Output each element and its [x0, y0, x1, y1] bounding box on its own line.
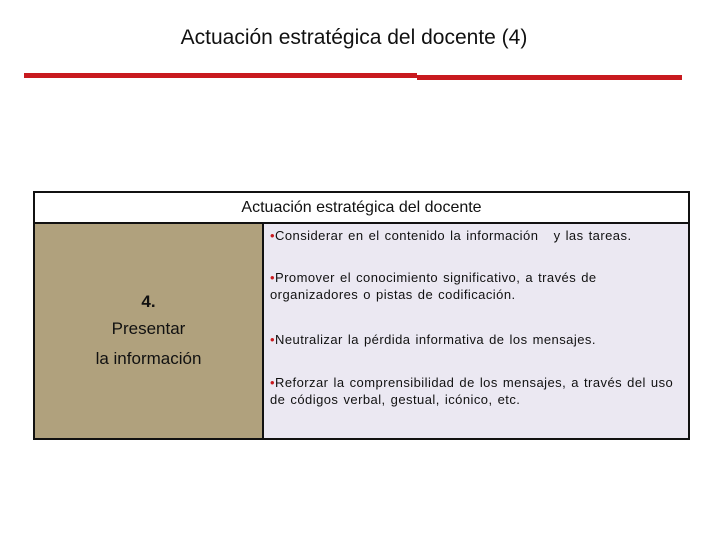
- list-item-text: Reforzar la comprensibilidad de los mensajes, a través del uso de códigos verbal, gestual, icónico, etc.: [270, 375, 674, 407]
- slide-title: Actuación estratégica del docente (4): [180, 26, 528, 49]
- list-item: [270, 227, 680, 244]
- step-number: 4.: [141, 292, 156, 311]
- step-cell: [35, 224, 264, 438]
- bullet-icon: •: [270, 375, 276, 390]
- list-item: [270, 331, 680, 348]
- strategy-table: [33, 191, 690, 440]
- actions-cell: [264, 224, 688, 438]
- step-label-line2: la información: [95, 349, 202, 368]
- list-item: [270, 374, 680, 408]
- title-underline-right: [417, 75, 682, 80]
- step-label-line1: Presentar: [111, 319, 186, 338]
- bullet-icon: •: [270, 270, 276, 285]
- table-header: Actuación estratégica del docente: [35, 193, 688, 224]
- title-underline-left: [24, 73, 417, 78]
- list-item-text: Promover el conocimiento significativo, a través de organizadores o pistas de codificación.: [270, 270, 597, 302]
- list-item-text: Neutralizar la pérdida informativa de los mensajes.: [275, 332, 596, 347]
- list-item-text: Considerar en el contenido la información y las tareas.: [275, 228, 632, 243]
- bullet-icon: •: [270, 332, 276, 347]
- bullet-icon: •: [270, 228, 276, 243]
- list-item: [270, 269, 680, 303]
